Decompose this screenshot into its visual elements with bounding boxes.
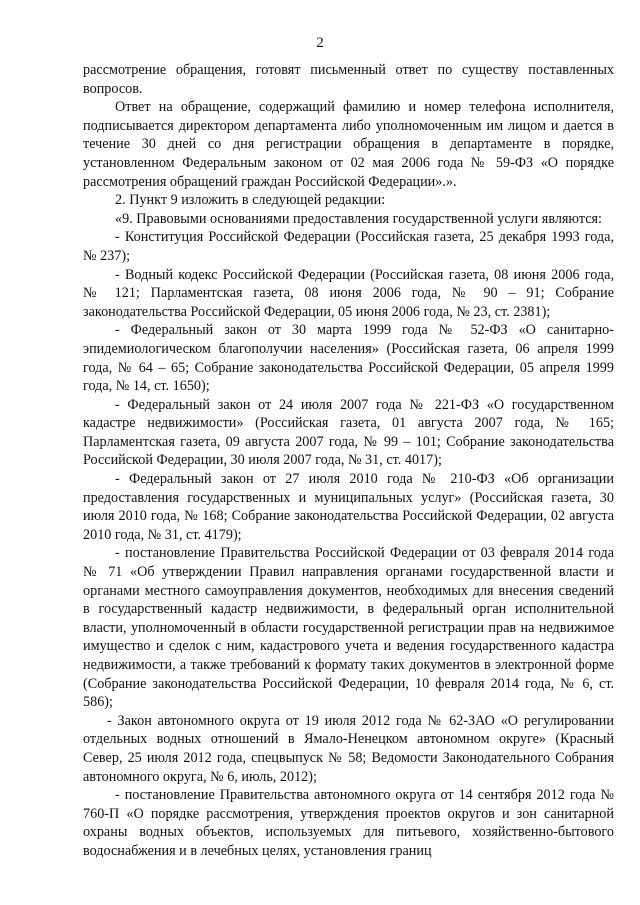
page-number: 2: [316, 35, 324, 51]
list-item-water-code: - Водный кодекс Российской Федерации (Российская газета, 08 июня 2006 года, № 121; Парламентская газета, 08 июня 2006 года, № 90 – 91; Собрание законодательства Российской Федерации, 05 июня 2006 года, № 23, ст. 2381);: [83, 266, 614, 320]
list-item-constitution: - Конституция Российской Федерации (Российская газета, 25 декабря 1993 года, № 237);: [83, 229, 614, 264]
list-item-law-52-fz: - Федеральный закон от 30 марта 1999 года № 52-ФЗ «О санитарно-эпидемиологическом благополучии населения» (Российская газета, 06 апреля 1999 года, № 64 – 65; Собрание законодательства Российской Федерации, 05 апреля 1999 года, № 14, ст. 1650);: [83, 322, 614, 395]
list-item-law-210-fz: - Федеральный закон от 27 июля 2010 года № 210-ФЗ «Об организации предоставления государственных и муниципальных услуг» (Российская газета, 30 июля 2010 года, № 168; Собрание законодательства Российской Федерации, 02 августа 2010 года, № 31, ст. 4179);: [83, 471, 614, 543]
list-item-law-221-fz: - Федеральный закон от 24 июля 2007 года № 221-ФЗ «О государственном кадастре недвижимости» (Российская газета, 01 августа 2007 года, № 165; Парламентская газета, 09 августа 2007 года, № 99 – 101; Собрание законодательства Российской Федерации, 30 июля 2007 года, № 31, ст. 4017);: [83, 396, 614, 469]
paragraph-amendment-item-2: 2. Пункт 9 изложить в следующей редакции:: [115, 192, 386, 209]
paragraph-legal-grounds-intro: «9. Правовыми основаниями предоставления государственной услуги являются:: [115, 210, 602, 227]
list-item-resolution-71: - постановление Правительства Российской Федерации от 03 февраля 2014 года № 71 «Об утверждении Правил направления органами государственной власти и органами местного самоуправления документов, необходимых для внесения сведений в государственный кадастр недвижимости, в федеральный орган исполнительной власти, уполномоченный в области государственной регистрации прав на недвижимое имущество и сделок с ним, кадастрового учета и ведения государственного кадастра недвижимости, а также требований к формату таких документов в электронной форме (Собрание законодательства Российской Федерации, 10 февраля 2014 года, № 6, ст. 586);: [83, 545, 614, 711]
paragraph-response-continuation: рассмотрение обращения, готовят письменный ответ по существу поставленных вопросов.: [83, 62, 614, 97]
list-item-resolution-760-p: - постановление Правительства автономного округа от 14 сентября 2012 года № 760-П «О порядке рассмотрения, утверждения проектов округов и зон санитарной охраны водных объектов, используемых для питьевого, хозяйственно-бытового водоснабжения и в лечебных целях, установления границ: [83, 787, 614, 859]
document-body: [83, 61, 614, 861]
paragraph-response-signing: Ответ на обращение, содержащий фамилию и номер телефона исполнителя, подписывается директором департамента либо уполномоченным им лицом и дается в течение 30 дней со дня регистрации обращения в департаменте в порядке, установленном Федеральным законом от 02 мая 2006 года № 59-ФЗ «О порядке рассмотрения обращений граждан Российской Федерации».».: [83, 99, 614, 190]
list-item-law-62-zao: - Закон автономного округа от 19 июля 2012 года № 62-ЗАО «О регулировании отдельных водных отношений в Ямало-Ненецком автономном округе» (Красный Север, 25 июля 2012 года, спецвыпуск № 58; Ведомости Законодательного Собрания автономного округа, № 6, июль, 2012);: [83, 712, 614, 785]
